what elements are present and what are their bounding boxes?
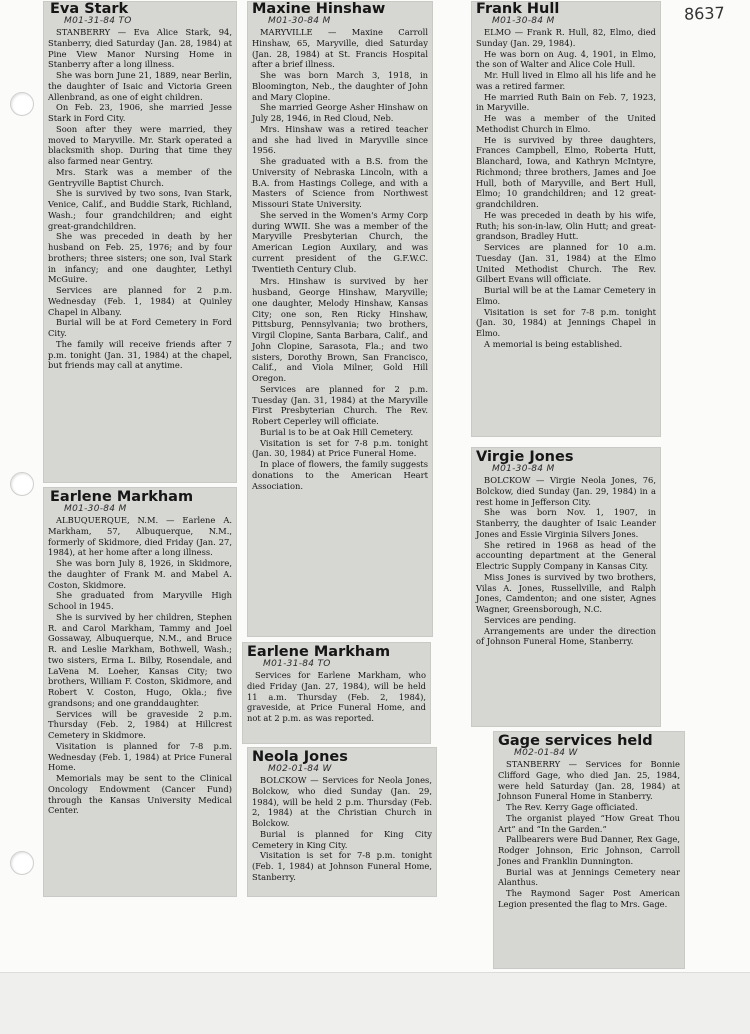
obituary-headline: Gage services held [498, 733, 653, 749]
obituary-text [44, 27, 236, 371]
paragraph: He was a member of the United Methodist Church in Elmo. [476, 113, 656, 134]
obituary-headline: Earlene Markham [247, 644, 391, 660]
paragraph: In place of flowers, the family suggests donations to the American Heart Association. [252, 459, 428, 491]
obituary-text [248, 775, 436, 883]
handwritten-date: M01-30-84 M [492, 16, 555, 26]
paragraph: She was born July 8, 1926, in Skidmore, the daughter of Frank M. and Mabel A. Coston, Skidmore. [48, 558, 232, 590]
paragraph: She retired in 1968 as head of the accounting department at the General Electric Supply Company in Kansas City. [476, 539, 656, 571]
binder-hole [10, 851, 34, 875]
handwritten-date: M01-31-84 TO [64, 16, 132, 26]
paragraph: She was born June 21, 1889, near Berlin, the daughter of Isaic and Victoria Green Allenbrand, as one of eight children. [48, 70, 232, 102]
paragraph: Memorials may be sent to the Clinical Oncology Endowment (Cancer Fund) through the Kansas University Medical Center. [48, 773, 232, 816]
paragraph: Services are planned for 2 p.m. Tuesday (Jan. 31, 1984) at the Maryville First Presbyterian Church. The Rev. Robert Ceperley will officiate. [252, 383, 428, 426]
obituary-headline: Neola Jones [252, 749, 348, 765]
handwritten-date: M01-30-84 M [64, 504, 127, 514]
paragraph: Mrs. Hinshaw is survived by her husband, George Hinshaw, Maryville; one daughter, Melody Hinshaw, Kansas City; one son, Ren Ricky Hinshaw, Pittsburg, Pennsylvania; two brothers, Virgil Clopine, Santa Barbara, Calif., and John Clopine, Sarasota, Fla.; and two sisters, Dorothy Brown, San Francisco, Calif., and Viola Milner, Gold Hill Oregon. [252, 276, 428, 383]
paragraph: She is survived by her children, Stephen R. and Carol Markham, Tammy and Joel Gossaway, Albuquerque, N.M., and Bruce R. and Leslie Markham, Bothwell, Wash.; two sisters, Erma L. Bilby, Rosendale, and LaVena M. Loeher, Kansas City; two brothers, William F. Coston, Skidmore, and Robert V. Coston, Hugo, Okla.; five grandsons; and one granddaughter. [48, 611, 232, 708]
obituary-virgie-jones [472, 448, 660, 726]
handwritten-date: M01-31-84 TO [263, 659, 331, 669]
paragraph: He was born on Aug. 4, 1901, in Elmo, the son of Walter and Alice Cole Hull. [476, 48, 656, 70]
paragraph: Burial is to be at Oak Hill Cemetery. [260, 426, 414, 437]
page-edge [0, 972, 750, 1034]
paragraph: Burial will be at Ford Cemetery in Ford City. [48, 317, 232, 338]
paragraph: She graduated from Maryville High School in 1945. [48, 590, 232, 611]
paragraph: She is survived by two sons, Ivan Stark, Venice, Calif., and Buddie Stark, Richland, Wash.; four grandchildren; and eight great-grandchildren. [48, 188, 232, 231]
paragraph: Visitation is set for 7-8 p.m. tonight (Jan. 30, 1984) at Jennings Chapel in Elmo. [476, 306, 656, 338]
paragraph: Burial was at Jennings Cemetery near Alanthus. [498, 866, 680, 888]
paragraph: She graduated with a B.S. from the University of Nebraska Lincoln, with a B.A. from Hastings College, and with a Masters of Science from Northwest Missouri State University. [252, 156, 428, 209]
paragraph: Burial is planned for King City Cemetery in King City. [252, 828, 432, 850]
paragraph: She was preceded in death by her husband on Feb. 25, 1976; and by four brothers; three sisters; one son, Ival Stark in infancy; and one daughter, Lethyl McGuire. [48, 231, 232, 285]
obituary-text [44, 515, 236, 816]
obituary-neola-jones [248, 748, 436, 896]
paragraph: He married Ruth Bain on Feb. 7, 1923, in Maryville. [476, 91, 656, 113]
paragraph: Soon after they were married, they moved to Maryville. Mr. Stark operated a blacksmith shop. During that time they also farmed near Gentry. [48, 123, 232, 166]
paragraph: The Rev. Kerry Gage officiated. [506, 802, 638, 812]
paragraph: Mrs. Hinshaw was a retired teacher and she had lived in Maryville since 1956. [252, 123, 428, 156]
paragraph: The organist played “How Great Thou Art” and “In the Garden.” [498, 812, 680, 834]
obituary-headline: Frank Hull [476, 2, 560, 17]
paragraph: MARYVILLE — Maxine Carroll Hinshaw, 65, Maryville, died Saturday (Jan. 28, 1984) at St. Francis Hospital after a brief illness. [252, 27, 428, 70]
paragraph: STANBERRY — Services for Bonnie Clifford Gage, who died Jan. 25, 1984, were held Saturday (Jan. 28, 1984) at Johnson Funeral Home in Stanberry. [498, 759, 680, 802]
obituary-headline: Earlene Markham [50, 489, 194, 505]
paragraph: Services for Earlene Markham, who died Friday (Jan. 27, 1984), will be held 11 a.m. Thursday (Feb. 2, 1984), graveside, at Price Funeral Home, and not at 2 p.m. as was reported. [247, 670, 426, 723]
obituary-earlene-markham [44, 488, 236, 896]
obituary-text [494, 759, 684, 910]
paragraph: Mr. Hull lived in Elmo all his life and he was a retired farmer. [476, 70, 656, 91]
paragraph: Services will be graveside 2 p.m. Thursday (Feb. 2, 1984) at Hillcrest Cemetery in Skidmore. [48, 708, 232, 740]
paragraph: Visitation is set for 7-8 p.m. tonight (Jan. 30, 1984) at Price Funeral Home. [252, 437, 428, 459]
paragraph: Services are pending. [484, 614, 577, 625]
paragraph: Miss Jones is survived by two brothers, Vilas A. Jones, Russellville, and Ralph Jones, Camdenton; and one sister, Agnes Wagner, Greensborough, N.C. [476, 571, 656, 614]
paragraph: Visitation is set for 7-8 p.m. tonight (Feb. 1, 1984) at Johnson Funeral Home, Stanberry. [252, 850, 432, 882]
paragraph: ELMO — Frank R. Hull, 82, Elmo, died Sunday (Jan. 29, 1984). [476, 27, 656, 48]
paragraph: Burial will be at the Lamar Cemetery in Elmo. [476, 285, 656, 306]
obituary-text [243, 670, 430, 724]
binder-hole [10, 472, 34, 496]
paragraph: She was born March 3, 1918, in Bloomington, Neb., the daughter of John and Mary Clopine. [252, 70, 428, 102]
obituary-headline: Virgie Jones [476, 449, 574, 465]
obituary-headline: Maxine Hinshaw [252, 2, 386, 17]
obituary-text [472, 475, 660, 647]
binder-hole [10, 92, 34, 116]
paragraph: She married George Asher Hinshaw on July 28, 1946, in Red Cloud, Neb. [252, 102, 428, 123]
handwritten-date: M01-30-84 M [268, 16, 331, 26]
paragraph: ALBUQUERQUE, N.M. — Earlene A. Markham, 57, Albuquerque, N.M., formerly of Skidmore, died Friday (Jan. 27, 1984), at her home after a long illness. [48, 515, 232, 558]
obituary-eva-stark [44, 2, 236, 482]
obituary-headline: Eva Stark [50, 2, 129, 17]
obituary-earlene-markham-correction [243, 643, 430, 743]
handwritten-date: M02-01-84 W [514, 748, 578, 758]
paragraph: On Feb. 23, 1906, she married Jesse Stark in Ford City. [48, 102, 232, 123]
handwritten-date: M01-30-84 M [492, 464, 555, 474]
paragraph: The Raymond Sager Post American Legion presented the flag to Mrs. Gage. [498, 888, 680, 909]
paragraph: He is survived by three daughters, Frances Campbell, Elmo, Roberta Hutt, Blanchard, Iowa, and Kathryn McIntyre, Richmond; three brothers, James and Joe Hull, both of Maryville, and Bert Hull, Elmo; 10 grandchildren; and 12 great-grandchildren. [476, 134, 656, 209]
paragraph: STANBERRY — Eva Alice Stark, 94, Stanberry, died Saturday (Jan. 28, 1984) at Pine View Manor Nursing Home in Stanberry after a long illness. [48, 27, 232, 70]
paragraph: She served in the Women's Army Corp during WWII. She was a member of the Maryville Presbyterian Church, the American Legion Auxilary, and was current president of the G.F.W.C. Twentieth Century Club. [252, 209, 428, 274]
paragraph: Pallbearers were Bud Danner, Rex Gage, Rodger Johnson, Eric Johnson, Carroll Jones and Franklin Dunnington. [498, 834, 680, 866]
obituary-text [248, 27, 432, 491]
paragraph: Mrs. Stark was a member of the Gentryville Baptist Church. [48, 166, 232, 188]
handwritten-date: M02-01-84 W [268, 764, 332, 774]
paragraph: A memorial is being established. [484, 338, 623, 349]
paragraph: Visitation is planned for 7-8 p.m. Wednesday (Feb. 1, 1984) at Price Funeral Home. [48, 740, 232, 773]
paragraph: BOLCKOW — Services for Neola Jones, Bolckow, who died Sunday (Jan. 29, 1984), will be held 2 p.m. Thursday (Feb. 2, 1984) at the Christian Church in Bolckow. [252, 775, 432, 828]
obituary-gage-services [494, 732, 684, 968]
paragraph: He was preceded in death by his wife, Ruth; his son-in-law, Olin Hutt; and great-grandson, Bradley Hutt. [476, 209, 656, 242]
paragraph: She was born Nov. 1, 1907, in Stanberry, the daughter of Isaic Leander Jones and Essie Virginia Silvers Jones. [476, 507, 656, 539]
page-number: 8637 [683, 3, 726, 24]
obituary-text [472, 27, 660, 350]
paragraph: BOLCKOW — Virgie Neola Jones, 76, Bolckow, died Sunday (Jan. 29, 1984) in a rest home in Jefferson City. [476, 475, 656, 507]
obituary-frank-hull [472, 2, 660, 436]
paragraph: Services are planned for 10 a.m. Tuesday (Jan. 31, 1984) at the Elmo United Methodist Church. The Rev. Gilbert Evans will officiate. [476, 242, 656, 285]
obituary-maxine-hinshaw [248, 2, 432, 636]
paragraph: Arrangements are under the direction of Johnson Funeral Home, Stanberry. [476, 625, 656, 647]
paragraph: The family will receive friends after 7 p.m. tonight (Jan. 31, 1984) at the chapel, but friends may call at anytime. [48, 338, 232, 371]
paragraph: Services are planned for 2 p.m. Wednesday (Feb. 1, 1984) at Quinley Chapel in Albany. [48, 285, 232, 317]
